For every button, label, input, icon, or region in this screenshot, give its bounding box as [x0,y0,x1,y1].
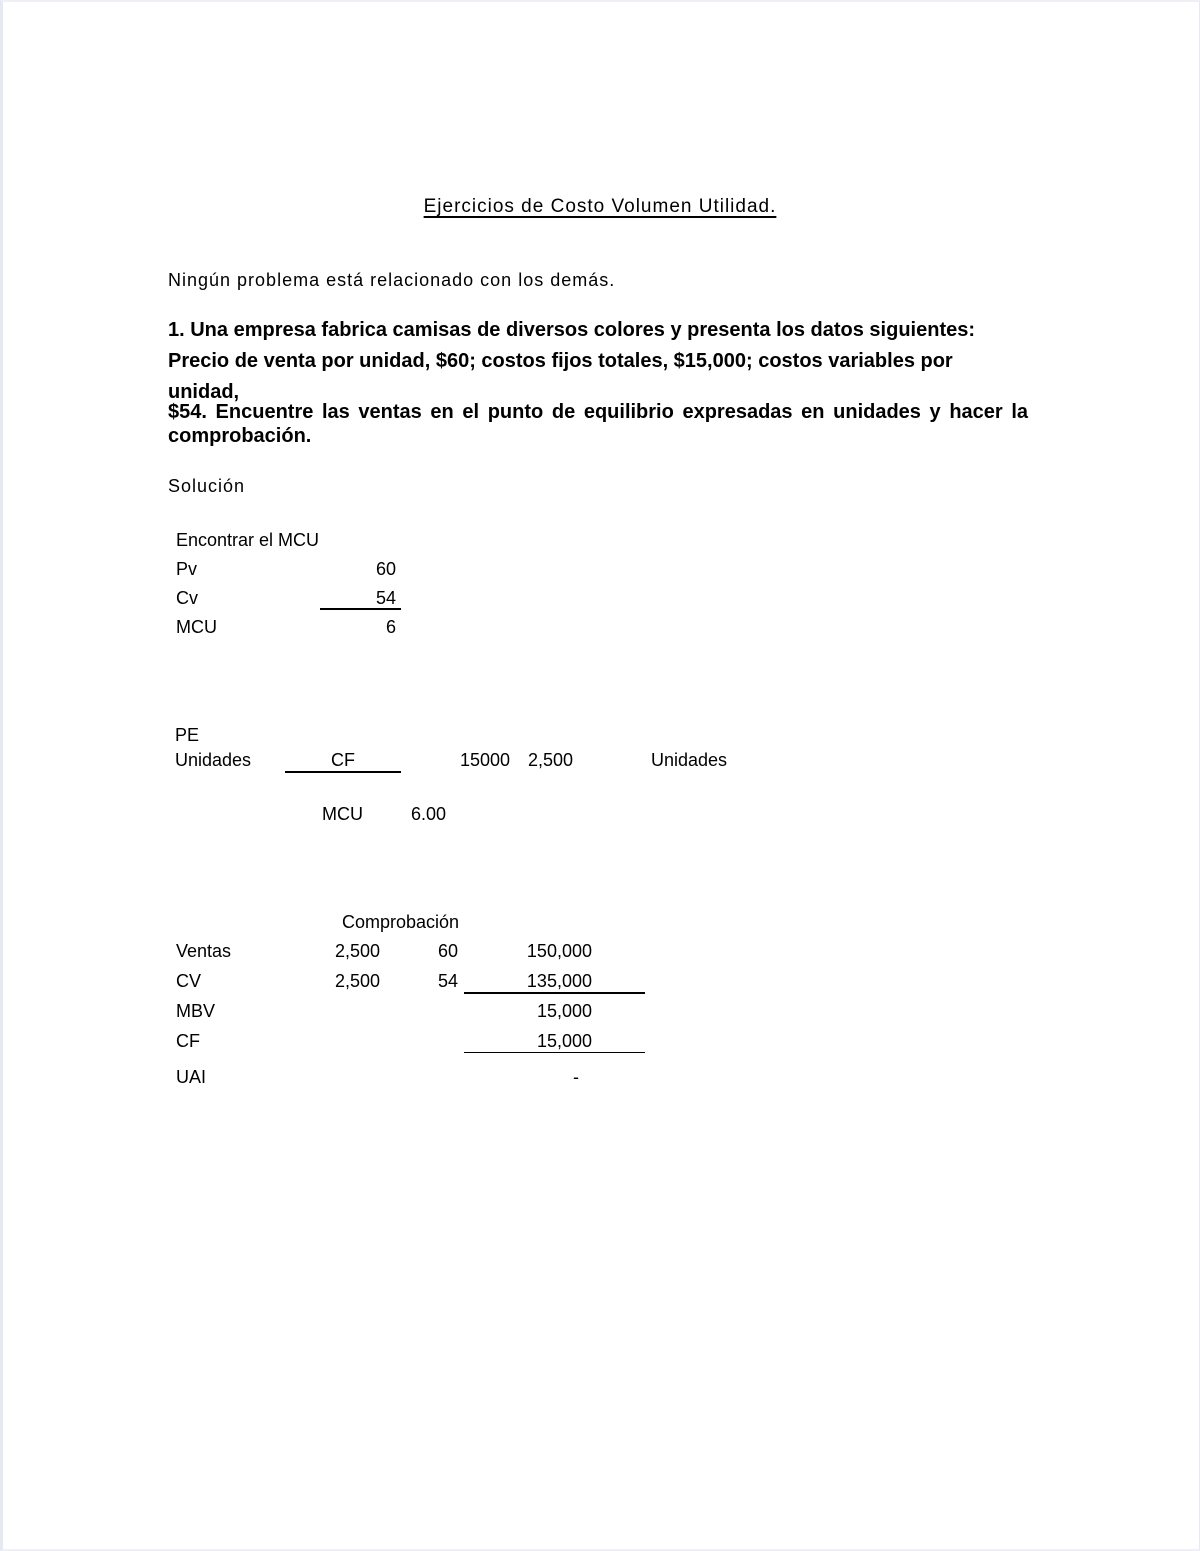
check-cf-total: 15,000 [536,1031,592,1051]
mcu-cv-label: Cv [176,588,198,608]
check-cv-label: CV [176,971,202,991]
pe-label: PE [175,725,200,745]
mcu-result-label: MCU [176,617,217,637]
check-mbv-label: MBV [176,1001,216,1021]
mcu-pv-value: 60 [375,559,396,579]
problem-line-2: Precio de venta por unidad, $60; costos fijos totales, $15,000; costos variables por [168,350,953,372]
pe-cf-value: 15000 [460,750,511,770]
check-ventas-label: Ventas [176,941,232,961]
solution-label: Solución [168,476,246,496]
check-subtraction-rule-1 [464,992,645,994]
check-uai-label: UAI [176,1067,207,1087]
document-title: Ejercicios de Costo Volumen Utilidad. [423,196,777,217]
problem-line-3: unidad, [168,381,240,403]
mcu-heading: Encontrar el MCU [176,530,320,550]
pe-unidades-label: Unidades [175,750,252,770]
check-uai-total: - [573,1067,579,1087]
check-ventas-total: 150,000 [526,941,592,961]
problem-line-1: 1. Una empresa fabrica camisas de diversos colores y presenta los datos siguientes: [168,319,976,341]
mcu-subtraction-rule [320,608,401,610]
check-cv-total: 135,000 [526,971,592,991]
check-subtraction-rule-2 [464,1052,645,1053]
mcu-result-value: 6 [385,617,396,637]
pe-denominator: MCU [322,804,363,824]
check-cv-qty: 2,500 [334,971,380,991]
note-text: Ningún problema está relacionado con los demás. [168,270,616,290]
pe-numerator: CF [331,750,355,770]
pe-mcu-value: 6.00 [411,804,447,824]
pe-fraction-rule [285,771,401,773]
check-cf-label: CF [176,1031,200,1051]
problem-line-4: $54. Encuentre las ventas en el punto de equilibrio expresadas en unidades y hacer la [168,401,1028,423]
check-heading: Comprobación [342,912,460,932]
mcu-cv-value: 54 [375,588,396,608]
check-cv-price: 54 [437,971,458,991]
problem-line-5: comprobación. [168,425,312,447]
check-ventas-qty: 2,500 [334,941,380,961]
pe-result: 2,500 [528,750,574,770]
mcu-pv-label: Pv [176,559,198,579]
pe-result-unit: Unidades [651,750,728,770]
check-mbv-total: 15,000 [536,1001,592,1021]
check-ventas-price: 60 [437,941,458,961]
